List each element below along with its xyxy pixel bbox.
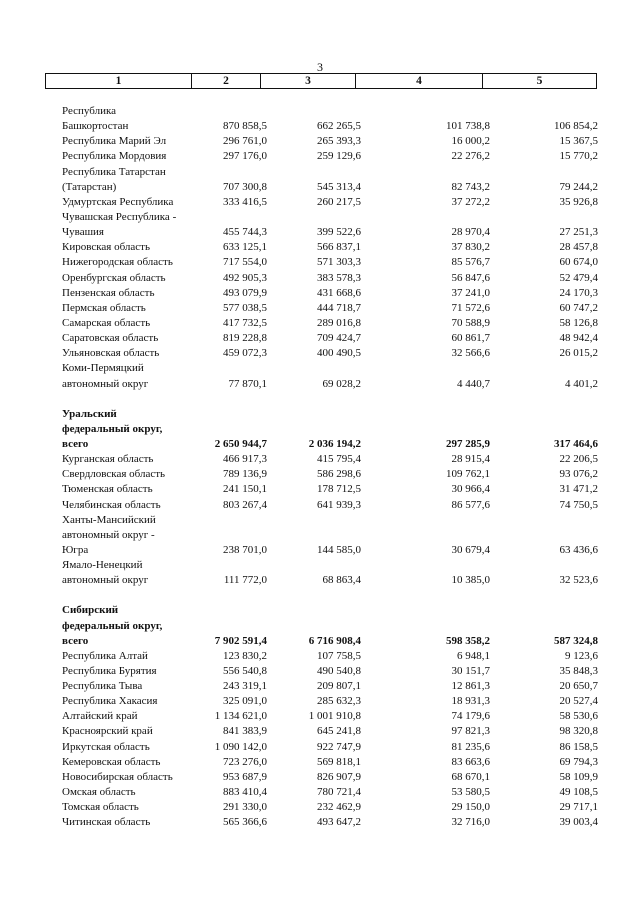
- table-row: [0, 210, 640, 225]
- table-row: [0, 800, 640, 815]
- cell-col-4: 53 580,5: [451, 786, 490, 799]
- cell-col-4: 30 679,4: [451, 543, 490, 556]
- row-label: Ямало-Ненецкий: [62, 559, 143, 572]
- cell-col-4: 28 915,4: [451, 453, 490, 466]
- table-row: [0, 724, 640, 739]
- cell-col-2: 492 905,3: [223, 271, 267, 284]
- row-label: Уральский: [62, 407, 117, 420]
- cell-col-4: 86 577,6: [451, 498, 490, 511]
- row-label: Республика Татарстан: [62, 165, 166, 178]
- cell-col-5: 9 123,6: [565, 649, 598, 662]
- table-row: [0, 634, 640, 649]
- cell-col-5: 31 471,2: [559, 483, 598, 496]
- cell-col-3: 265 393,3: [317, 135, 361, 148]
- cell-col-3: 826 907,9: [317, 770, 361, 783]
- cell-col-4: 56 847,6: [451, 271, 490, 284]
- row-label: Кемеровская область: [62, 755, 161, 768]
- cell-col-2: 953 687,9: [223, 770, 267, 783]
- row-label: Чувашская Республика -: [62, 210, 177, 223]
- cell-col-4: 297 285,9: [446, 437, 490, 450]
- cell-col-3: 586 298,6: [317, 468, 361, 481]
- cell-col-5: 24 170,3: [559, 286, 598, 299]
- cell-col-5: 15 770,2: [559, 150, 598, 163]
- cell-col-2: 1 134 621,0: [214, 710, 267, 723]
- cell-col-3: 69 028,2: [322, 377, 361, 390]
- table-row: [0, 785, 640, 800]
- table-row: [0, 119, 640, 134]
- cell-col-5: 74 750,5: [559, 498, 598, 511]
- cell-col-5: 79 244,2: [559, 180, 598, 193]
- row-label: федеральный округ,: [62, 619, 163, 632]
- row-label: Башкортостан: [62, 120, 129, 133]
- cell-col-2: 333 416,5: [223, 195, 267, 208]
- cell-col-2: 7 902 591,4: [214, 634, 267, 647]
- table-row: [0, 694, 640, 709]
- column-header-1: 1: [46, 74, 192, 89]
- cell-col-4: 109 762,1: [446, 468, 490, 481]
- cell-col-2: 243 319,1: [223, 680, 267, 693]
- row-label: автономный округ: [62, 377, 149, 390]
- cell-col-4: 18 931,3: [451, 695, 490, 708]
- row-label: Томская область: [62, 801, 139, 814]
- cell-col-3: 260 217,5: [317, 195, 361, 208]
- cell-col-2: 707 300,8: [223, 180, 267, 193]
- cell-col-2: 417 732,5: [223, 316, 267, 329]
- cell-col-4: 71 572,6: [451, 301, 490, 314]
- table-row: [0, 104, 640, 119]
- cell-col-3: 922 747,9: [317, 740, 361, 753]
- cell-col-3: 431 668,6: [317, 286, 361, 299]
- cell-col-4: 37 272,2: [451, 195, 490, 208]
- row-spacer: [0, 392, 640, 407]
- cell-col-4: 32 716,0: [451, 816, 490, 829]
- row-label: Югра: [62, 543, 89, 556]
- cell-col-5: 86 158,5: [559, 740, 598, 753]
- cell-col-5: 587 324,8: [554, 634, 598, 647]
- cell-col-4: 30 966,4: [451, 483, 490, 496]
- cell-col-5: 52 479,4: [559, 271, 598, 284]
- table-row: [0, 498, 640, 513]
- table-row: [0, 573, 640, 588]
- cell-col-2: 493 079,9: [223, 286, 267, 299]
- cell-col-5: 69 794,3: [559, 755, 598, 768]
- column-header-3: 3: [261, 74, 356, 89]
- row-label: Саратовская область: [62, 332, 159, 345]
- row-label: Чувашия: [62, 226, 104, 239]
- cell-col-5: 15 367,5: [559, 135, 598, 148]
- row-label: Иркутская область: [62, 740, 150, 753]
- cell-col-4: 22 276,2: [451, 150, 490, 163]
- cell-col-5: 48 942,4: [559, 332, 598, 345]
- table-row: [0, 467, 640, 482]
- row-label: Курганская область: [62, 453, 154, 466]
- cell-col-3: 571 303,3: [317, 256, 361, 269]
- cell-col-2: 241 150,1: [223, 483, 267, 496]
- table-row: [0, 180, 640, 195]
- table-row: [0, 452, 640, 467]
- cell-col-2: 803 267,4: [223, 498, 267, 511]
- table-row: [0, 346, 640, 361]
- row-label: Алтайский край: [62, 710, 138, 723]
- row-spacer: [0, 588, 640, 603]
- cell-col-3: 232 462,9: [317, 801, 361, 814]
- cell-col-3: 209 807,1: [317, 680, 361, 693]
- cell-col-4: 32 566,6: [451, 347, 490, 360]
- cell-col-5: 20 527,4: [559, 695, 598, 708]
- cell-col-3: 400 490,5: [317, 347, 361, 360]
- cell-col-3: 444 718,7: [317, 301, 361, 314]
- row-label: Красноярский край: [62, 725, 153, 738]
- cell-col-3: 399 522,6: [317, 226, 361, 239]
- cell-col-2: 2 650 944,7: [214, 437, 267, 450]
- cell-col-4: 81 235,6: [451, 740, 490, 753]
- column-header-table: [45, 73, 597, 89]
- cell-col-4: 82 743,2: [451, 180, 490, 193]
- table-row: [0, 165, 640, 180]
- cell-col-4: 85 576,7: [451, 256, 490, 269]
- cell-col-3: 709 424,7: [317, 332, 361, 345]
- cell-col-3: 490 540,8: [317, 664, 361, 677]
- row-label: Читинская область: [62, 816, 151, 829]
- table-row: [0, 240, 640, 255]
- row-label: Республика Тыва: [62, 680, 143, 693]
- column-header-4: 4: [356, 74, 483, 89]
- cell-col-5: 49 108,5: [559, 786, 598, 799]
- cell-col-4: 70 588,9: [451, 316, 490, 329]
- table-row: [0, 134, 640, 149]
- cell-col-3: 566 837,1: [317, 241, 361, 254]
- row-label: Омская область: [62, 786, 136, 799]
- table-row: [0, 603, 640, 618]
- row-label: Ханты-Мансийский: [62, 513, 156, 526]
- cell-col-2: 565 366,6: [223, 816, 267, 829]
- table-row: [0, 225, 640, 240]
- row-label: Республика Хакасия: [62, 695, 158, 708]
- cell-col-4: 29 150,0: [451, 801, 490, 814]
- row-label: Республика: [62, 105, 117, 117]
- cell-col-5: 106 854,2: [554, 120, 598, 133]
- cell-col-4: 68 670,1: [451, 770, 490, 783]
- cell-col-4: 6 948,1: [457, 649, 490, 662]
- cell-col-2: 123 830,2: [223, 649, 267, 662]
- cell-col-4: 60 861,7: [451, 332, 490, 345]
- row-label: Республика Алтай: [62, 649, 148, 662]
- cell-col-4: 101 738,8: [446, 120, 490, 133]
- table-row: [0, 709, 640, 724]
- cell-col-2: 238 701,0: [223, 543, 267, 556]
- cell-col-2: 633 125,1: [223, 241, 267, 254]
- cell-col-4: 16 000,2: [451, 135, 490, 148]
- cell-col-4: 4 440,7: [457, 377, 490, 390]
- cell-col-3: 569 818,1: [317, 755, 361, 768]
- table-row: [0, 543, 640, 558]
- cell-col-5: 39 003,4: [559, 816, 598, 829]
- table-row: [0, 528, 640, 543]
- cell-col-5: 27 251,3: [559, 226, 598, 239]
- page-number: 3: [317, 60, 323, 74]
- cell-col-4: 30 151,7: [451, 664, 490, 677]
- table-row: [0, 422, 640, 437]
- table-row: [0, 649, 640, 664]
- cell-col-2: 77 870,1: [228, 377, 267, 390]
- cell-col-5: 63 436,6: [559, 543, 598, 556]
- table-row: [0, 482, 640, 497]
- row-label: Ульяновская область: [62, 347, 160, 360]
- row-label: Республика Мордовия: [62, 150, 167, 163]
- table-row: [0, 271, 640, 286]
- table-row: [0, 664, 640, 679]
- cell-col-3: 2 036 194,2: [308, 437, 361, 450]
- table-row: [0, 195, 640, 210]
- cell-col-4: 83 663,6: [451, 755, 490, 768]
- cell-col-2: 870 858,5: [223, 120, 267, 133]
- cell-col-3: 415 795,4: [317, 453, 361, 466]
- cell-col-5: 60 747,2: [559, 301, 598, 314]
- row-label: (Татарстан): [62, 180, 117, 193]
- table-row: [0, 149, 640, 164]
- row-label: Республика Марий Эл: [62, 135, 167, 148]
- cell-col-2: 466 917,3: [223, 453, 267, 466]
- row-label: Оренбургская область: [62, 271, 166, 284]
- cell-col-2: 1 090 142,0: [214, 740, 267, 753]
- cell-col-5: 22 206,5: [559, 453, 598, 466]
- cell-col-2: 883 410,4: [223, 786, 267, 799]
- table-row: [0, 331, 640, 346]
- cell-col-3: 1 001 910,8: [308, 710, 361, 723]
- cell-col-3: 662 265,5: [317, 120, 361, 133]
- cell-col-4: 12 861,3: [451, 680, 490, 693]
- cell-col-2: 789 136,9: [223, 468, 267, 481]
- column-header-row: [46, 74, 597, 89]
- cell-col-4: 97 821,3: [451, 725, 490, 738]
- row-label: Удмуртская Республика: [62, 195, 174, 208]
- cell-col-5: 58 126,8: [559, 316, 598, 329]
- cell-col-2: 577 038,5: [223, 301, 267, 314]
- cell-col-4: 74 179,6: [451, 710, 490, 723]
- table-row: [0, 558, 640, 573]
- table-row: [0, 513, 640, 528]
- cell-col-2: 297 176,0: [223, 150, 267, 163]
- cell-col-3: 259 129,6: [317, 150, 361, 163]
- cell-col-5: 20 650,7: [559, 680, 598, 693]
- cell-col-2: 717 554,0: [223, 256, 267, 269]
- table-row: [0, 407, 640, 422]
- cell-col-3: 68 863,4: [322, 574, 361, 587]
- cell-col-3: 383 578,3: [317, 271, 361, 284]
- row-label: Челябинская область: [62, 498, 161, 511]
- cell-col-4: 598 358,2: [446, 634, 490, 647]
- row-label: Республика Бурятия: [62, 664, 157, 677]
- cell-col-5: 93 076,2: [559, 468, 598, 481]
- row-label: федеральный округ,: [62, 422, 163, 435]
- cell-col-5: 28 457,8: [559, 241, 598, 254]
- row-label: Пензенская область: [62, 286, 155, 299]
- cell-col-5: 98 320,8: [559, 725, 598, 738]
- table-row: [0, 679, 640, 694]
- cell-col-3: 493 647,2: [317, 816, 361, 829]
- cell-col-2: 455 744,3: [223, 226, 267, 239]
- cell-col-2: 556 540,8: [223, 664, 267, 677]
- table-row: [0, 316, 640, 331]
- cell-col-5: 4 401,2: [565, 377, 598, 390]
- data-table-body: [0, 104, 640, 830]
- row-label: Тюменская область: [62, 483, 153, 496]
- table-row: [0, 377, 640, 392]
- table-row: [0, 437, 640, 452]
- cell-col-2: 841 383,9: [223, 725, 267, 738]
- cell-col-5: 60 674,0: [559, 256, 598, 269]
- table-row: [0, 770, 640, 785]
- cell-col-5: 58 109,9: [559, 770, 598, 783]
- cell-col-3: 107 758,5: [317, 649, 361, 662]
- row-label: Пермская область: [62, 301, 146, 314]
- row-label: автономный округ -: [62, 528, 155, 541]
- cell-col-3: 641 939,3: [317, 498, 361, 511]
- cell-col-2: 291 330,0: [223, 801, 267, 814]
- cell-col-5: 29 717,1: [559, 801, 598, 814]
- row-label: всего: [62, 437, 89, 450]
- cell-col-3: 6 716 908,4: [308, 634, 361, 647]
- cell-col-5: 35 848,3: [559, 664, 598, 677]
- cell-col-4: 28 970,4: [451, 226, 490, 239]
- table-row: [0, 286, 640, 301]
- cell-col-2: 459 072,3: [223, 347, 267, 360]
- row-label: автономный округ: [62, 574, 149, 587]
- table-row: [0, 255, 640, 270]
- cell-col-5: 317 464,6: [554, 437, 598, 450]
- row-label: Сибирский: [62, 604, 119, 617]
- column-header-5: 5: [483, 74, 597, 89]
- table-row: [0, 301, 640, 316]
- row-label: Новосибирская область: [62, 770, 173, 783]
- cell-col-5: 58 530,6: [559, 710, 598, 723]
- cell-col-5: 26 015,2: [559, 347, 598, 360]
- cell-col-4: 37 830,2: [451, 241, 490, 254]
- cell-col-2: 296 761,0: [223, 135, 267, 148]
- table-row: [0, 740, 640, 755]
- cell-col-3: 645 241,8: [317, 725, 361, 738]
- row-label: Самарская область: [62, 316, 151, 329]
- cell-col-2: 819 228,8: [223, 332, 267, 345]
- table-row: [0, 755, 640, 770]
- cell-col-5: 32 523,6: [559, 574, 598, 587]
- table-row: [0, 815, 640, 830]
- cell-col-2: 111 772,0: [223, 574, 267, 587]
- row-label: Коми-Пермяцкий: [62, 362, 144, 375]
- table-row: [0, 361, 640, 376]
- cell-col-3: 178 712,5: [317, 483, 361, 496]
- cell-col-2: 723 276,0: [223, 755, 267, 768]
- cell-col-3: 545 313,4: [317, 180, 361, 193]
- cell-col-3: 144 585,0: [317, 543, 361, 556]
- cell-col-2: 325 091,0: [223, 695, 267, 708]
- row-label: Нижегородская область: [62, 256, 173, 269]
- row-label: Свердловская область: [62, 468, 166, 481]
- row-label: всего: [62, 634, 89, 647]
- row-label: Кировская область: [62, 241, 151, 254]
- cell-col-4: 37 241,0: [451, 286, 490, 299]
- cell-col-5: 35 926,8: [559, 195, 598, 208]
- cell-col-4: 10 385,0: [451, 574, 490, 587]
- cell-col-3: 289 016,8: [317, 316, 361, 329]
- column-header-2: 2: [192, 74, 261, 89]
- table-row: [0, 619, 640, 634]
- cell-col-3: 780 721,4: [317, 786, 361, 799]
- cell-col-3: 285 632,3: [317, 695, 361, 708]
